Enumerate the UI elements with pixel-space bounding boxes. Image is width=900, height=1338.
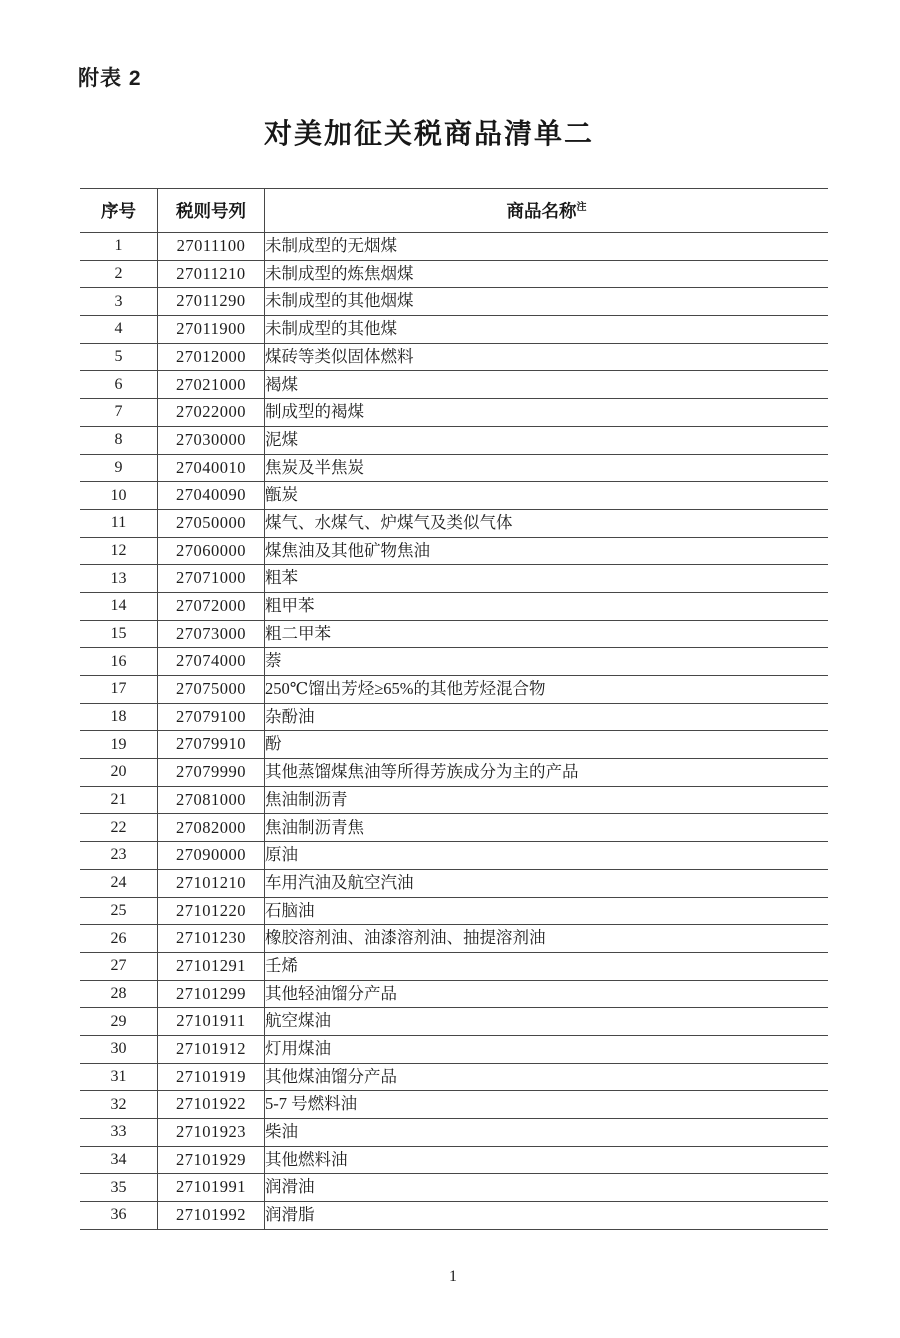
row-code-cell: 27101922 [158, 1091, 265, 1119]
row-name-cell: 萘 [265, 651, 282, 671]
row-index-cell: 19 [80, 731, 158, 759]
row-index-cell: 30 [80, 1035, 158, 1063]
row-index-cell: 5 [80, 343, 158, 371]
row-name-cell: 甑炭 [265, 485, 298, 505]
table-row [80, 1174, 828, 1202]
row-code-cell: 27050000 [158, 509, 265, 537]
row-index-cell: 22 [80, 814, 158, 842]
row-index-cell: 9 [80, 454, 158, 482]
row-name-cell: 柴油 [265, 1122, 298, 1142]
table-row [80, 260, 828, 288]
row-code-cell: 27101291 [158, 952, 265, 980]
table-row [80, 537, 828, 565]
table-row [80, 897, 828, 925]
table-row [80, 399, 828, 427]
row-code-cell: 27079100 [158, 703, 265, 731]
row-name-cell: 杂酚油 [265, 706, 315, 726]
row-code-cell: 27081000 [158, 786, 265, 814]
row-code-cell: 27101210 [158, 869, 265, 897]
attachment-label: 附表 2 [78, 67, 142, 90]
row-index-cell: 35 [80, 1174, 158, 1202]
header-name-text: 商品名称 [506, 201, 577, 221]
table-row [80, 731, 828, 759]
row-index-cell: 21 [80, 786, 158, 814]
row-name-cell: 其他轻油馏分产品 [265, 983, 397, 1003]
row-code-cell: 27040010 [158, 454, 265, 482]
table-row [80, 371, 828, 399]
table-row [80, 565, 828, 593]
table-row [80, 426, 828, 454]
row-name-cell: 橡胶溶剂油、油漆溶剂油、抽提溶剂油 [265, 928, 546, 948]
row-index-cell: 15 [80, 620, 158, 648]
row-name-cell: 泥煤 [265, 429, 298, 449]
table-row [80, 509, 828, 537]
row-code-cell: 27030000 [158, 426, 265, 454]
row-index-cell: 2 [80, 260, 158, 288]
row-code-cell: 27072000 [158, 592, 265, 620]
page-title: 对美加征关税商品清单二 [263, 118, 594, 149]
row-index-cell: 8 [80, 426, 158, 454]
row-code-cell: 27011290 [158, 288, 265, 316]
row-index-cell: 4 [80, 316, 158, 344]
table-row [80, 482, 828, 510]
row-name-cell: 原油 [265, 845, 298, 865]
row-index-cell: 24 [80, 869, 158, 897]
row-code-cell: 27060000 [158, 537, 265, 565]
table-row [80, 592, 828, 620]
row-name-cell: 其他燃料油 [265, 1149, 348, 1169]
table-row [80, 233, 828, 261]
row-index-cell: 27 [80, 952, 158, 980]
row-index-cell: 31 [80, 1063, 158, 1091]
row-name-cell: 润滑脂 [265, 1205, 315, 1225]
table-row [80, 454, 828, 482]
table-row [80, 952, 828, 980]
row-name-cell: 粗甲苯 [265, 596, 315, 616]
table-row [80, 676, 828, 704]
row-name-cell: 石脑油 [265, 900, 315, 920]
row-name-cell: 煤气、水煤气、炉煤气及类似气体 [265, 512, 513, 532]
row-index-cell: 20 [80, 759, 158, 787]
row-code-cell: 27021000 [158, 371, 265, 399]
row-index-cell: 25 [80, 897, 158, 925]
table-row [80, 759, 828, 787]
table-row [80, 620, 828, 648]
row-index-cell: 32 [80, 1091, 158, 1119]
row-name-cell: 未制成型的炼焦烟煤 [265, 263, 414, 283]
table-head [80, 189, 828, 233]
row-name-cell: 煤焦油及其他矿物焦油 [265, 540, 430, 560]
row-name-cell: 航空煤油 [265, 1011, 331, 1031]
row-name-cell: 未制成型的无烟煤 [265, 236, 397, 256]
table-row [80, 1146, 828, 1174]
row-name-cell: 润滑油 [265, 1177, 315, 1197]
row-code-cell: 27082000 [158, 814, 265, 842]
row-code-cell: 27011900 [158, 316, 265, 344]
row-code-cell: 27011100 [158, 233, 265, 261]
row-index-cell: 28 [80, 980, 158, 1008]
row-name-cell: 褐煤 [265, 374, 298, 394]
row-name-cell: 壬烯 [265, 955, 298, 975]
table-row [80, 925, 828, 953]
row-index-cell: 13 [80, 565, 158, 593]
table-row [80, 648, 828, 676]
row-index-cell: 14 [80, 592, 158, 620]
table-row [80, 869, 828, 897]
row-code-cell: 27071000 [158, 565, 265, 593]
row-name-cell: 5-7 号燃料油 [265, 1094, 358, 1114]
row-name-cell: 焦油制沥青焦 [265, 817, 364, 837]
row-name-cell: 煤砖等类似固体燃料 [265, 346, 414, 366]
table-row [80, 980, 828, 1008]
row-index-cell: 17 [80, 676, 158, 704]
row-code-cell: 27079910 [158, 731, 265, 759]
row-name-cell: 焦炭及半焦炭 [265, 457, 364, 477]
page-number: 1 [449, 1268, 457, 1285]
row-code-cell: 27101923 [158, 1119, 265, 1147]
row-name-cell: 酚 [265, 734, 282, 754]
row-code-cell: 27075000 [158, 676, 265, 704]
row-name-cell: 未制成型的其他烟煤 [265, 291, 414, 311]
header-cell-name [265, 189, 829, 233]
table-row [80, 786, 828, 814]
table-row [80, 316, 828, 344]
table-row [80, 1063, 828, 1091]
row-code-cell: 27101220 [158, 897, 265, 925]
header-cell-code: 税则号列 [158, 189, 265, 233]
table-row [80, 1091, 828, 1119]
header-name-note-superscript: 注 [576, 202, 587, 214]
row-code-cell: 27012000 [158, 343, 265, 371]
row-name-cell: 制成型的褐煤 [265, 402, 364, 422]
row-index-cell: 3 [80, 288, 158, 316]
table-row [80, 842, 828, 870]
row-index-cell: 1 [80, 233, 158, 261]
table-row [80, 1035, 828, 1063]
row-code-cell: 27011210 [158, 260, 265, 288]
row-name-cell: 灯用煤油 [265, 1039, 331, 1059]
row-name-cell: 车用汽油及航空汽油 [265, 872, 414, 892]
row-code-cell: 27101230 [158, 925, 265, 953]
row-name-cell: 粗苯 [265, 568, 298, 588]
row-index-cell: 26 [80, 925, 158, 953]
row-index-cell: 10 [80, 482, 158, 510]
row-index-cell: 29 [80, 1008, 158, 1036]
row-code-cell: 27073000 [158, 620, 265, 648]
row-code-cell: 27101992 [158, 1202, 265, 1230]
row-index-cell: 36 [80, 1202, 158, 1230]
row-code-cell: 27101911 [158, 1008, 265, 1036]
row-code-cell: 27101299 [158, 980, 265, 1008]
row-name-cell: 250℃馏出芳烃≥65%的其他芳烃混合物 [265, 679, 546, 699]
row-index-cell: 34 [80, 1146, 158, 1174]
row-name-cell: 未制成型的其他煤 [265, 319, 397, 339]
table-row [80, 1119, 828, 1147]
table-row [80, 1008, 828, 1036]
row-index-cell: 7 [80, 399, 158, 427]
row-code-cell: 27101991 [158, 1174, 265, 1202]
row-name-cell: 焦油制沥青 [265, 789, 348, 809]
row-code-cell: 27040090 [158, 482, 265, 510]
table-row [80, 343, 828, 371]
row-code-cell: 27101919 [158, 1063, 265, 1091]
row-index-cell: 12 [80, 537, 158, 565]
row-index-cell: 23 [80, 842, 158, 870]
row-code-cell: 27090000 [158, 842, 265, 870]
row-index-cell: 11 [80, 509, 158, 537]
table-body [80, 233, 828, 1230]
row-index-cell: 33 [80, 1119, 158, 1147]
row-code-cell: 27022000 [158, 399, 265, 427]
table-row [80, 703, 828, 731]
tariff-table [80, 188, 828, 1230]
row-code-cell: 27101929 [158, 1146, 265, 1174]
row-code-cell: 27074000 [158, 648, 265, 676]
table-header-row [80, 189, 828, 233]
row-index-cell: 16 [80, 648, 158, 676]
row-index-cell: 6 [80, 371, 158, 399]
row-index-cell: 18 [80, 703, 158, 731]
row-name-cell: 其他蒸馏煤焦油等所得芳族成分为主的产品 [265, 762, 579, 782]
row-name-cell: 粗二甲苯 [265, 623, 331, 643]
header-cell-index: 序号 [80, 189, 158, 233]
row-name-cell: 其他煤油馏分产品 [265, 1066, 397, 1086]
table-row [80, 814, 828, 842]
row-code-cell: 27101912 [158, 1035, 265, 1063]
row-code-cell: 27079990 [158, 759, 265, 787]
table-row [80, 1202, 828, 1230]
table-row [80, 288, 828, 316]
